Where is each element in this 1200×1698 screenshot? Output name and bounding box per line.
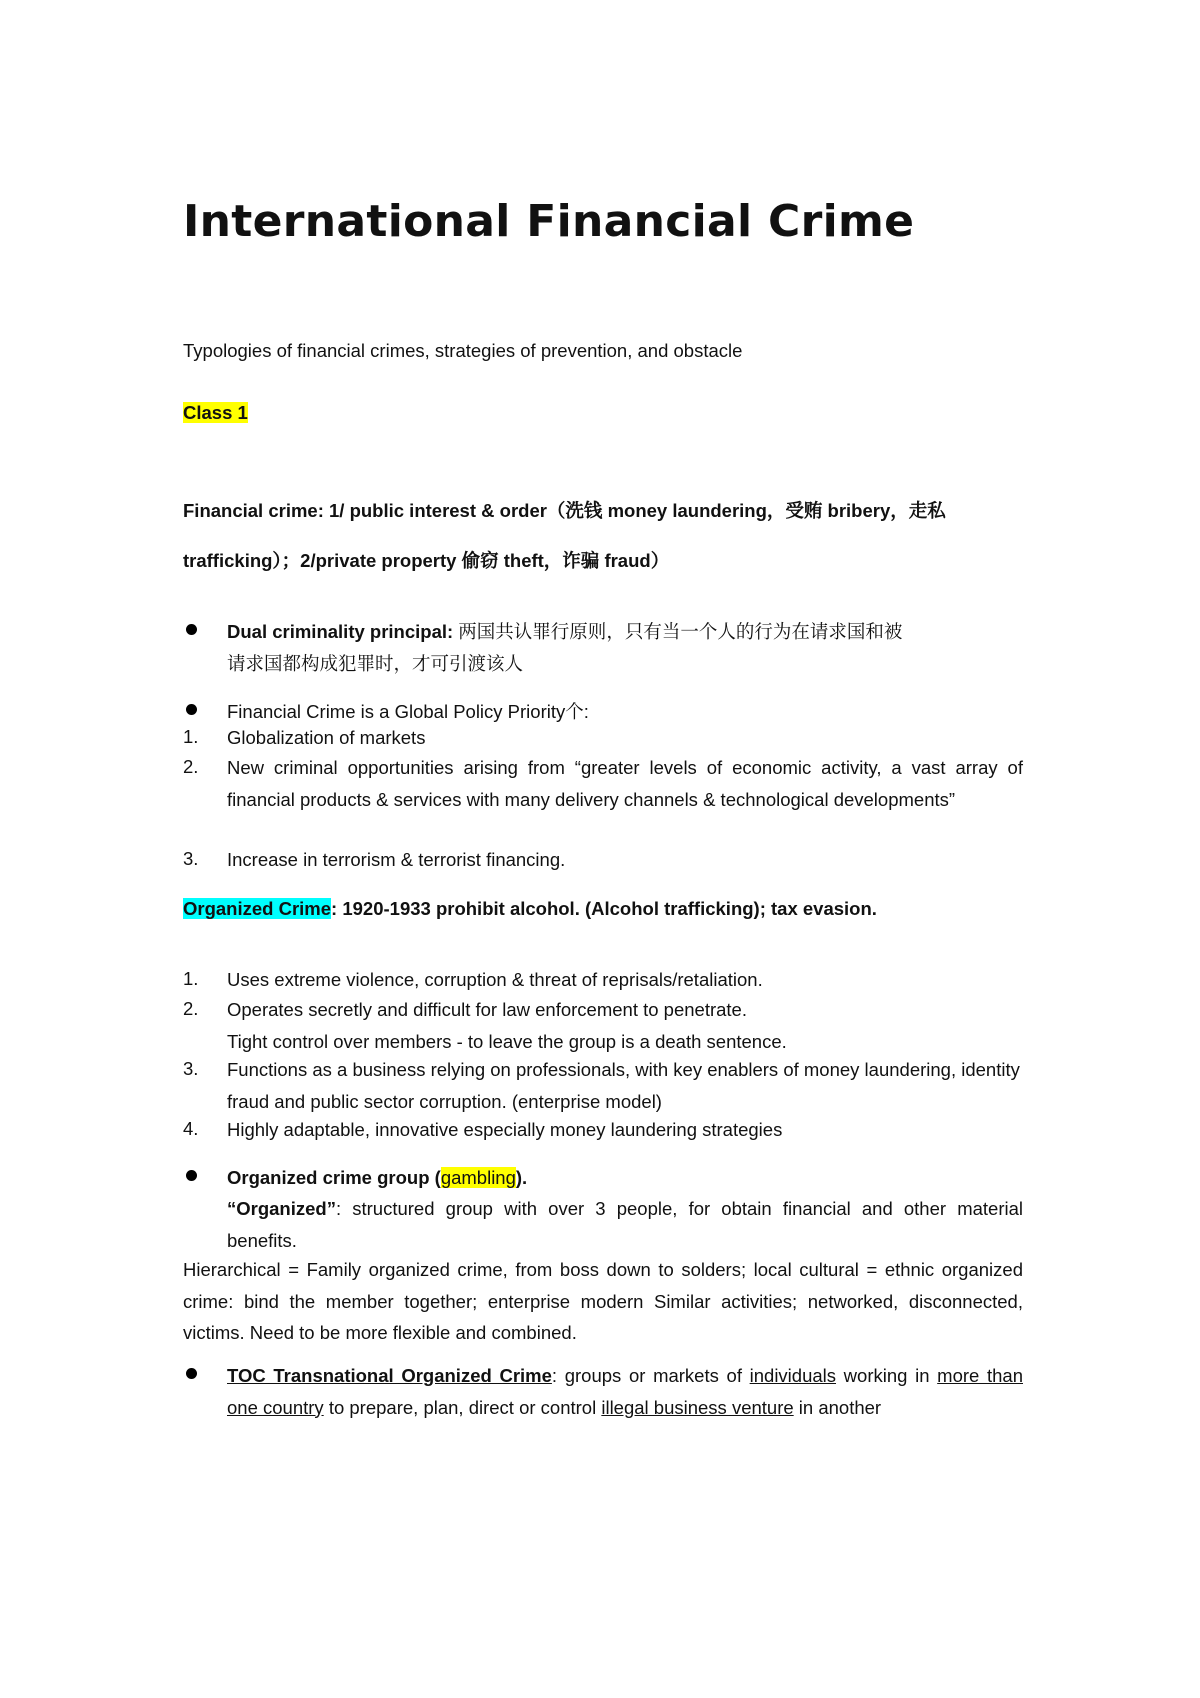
toc-label: TOC Transnational Organized Crime	[227, 1365, 552, 1386]
list-item: Functions as a business relying on professionals, with key enablers of money laundering, identity fraud and public sector corruption. (enterprise model)	[227, 1059, 1020, 1112]
gambling-highlight: gambling	[440, 1167, 516, 1188]
crime-group-item	[227, 1162, 1023, 1194]
bullet-icon	[186, 1170, 197, 1181]
list-item	[227, 994, 1023, 1057]
toc-underline: illegal business venture	[601, 1396, 794, 1418]
organized-definition	[227, 1193, 1023, 1256]
class-label-highlight: Class 1	[183, 402, 248, 423]
bullet-icon	[186, 624, 197, 635]
class-label	[183, 402, 248, 424]
dual-criminality-text-1: 两国共认罪行原则，只有当一个人的行为在请求国和被	[453, 621, 903, 642]
toc-text: : groups or markets of	[551, 1365, 750, 1386]
toc-text: to prepare, plan, direct or control	[323, 1396, 602, 1418]
crime-group-label-end: ).	[515, 1167, 528, 1188]
bullet-icon	[186, 1368, 197, 1379]
list-number: 3.	[183, 1058, 199, 1079]
list-item: Uses extreme violence, corruption & threat of reprisals/retaliation.	[227, 969, 763, 990]
list-item-line: Operates secretly and difficult for law enforcement to penetrate.	[227, 999, 747, 1020]
bullet-icon	[186, 704, 197, 715]
global-priority-heading: Financial Crime is a Global Policy Priority个:	[227, 701, 589, 722]
document-title: International Financial Crime	[183, 196, 915, 247]
list-item: Globalization of markets	[227, 727, 426, 748]
organized-definition-label: “Organized”	[227, 1198, 336, 1219]
dual-criminality-label: Dual criminality principal:	[227, 621, 454, 642]
toc-text: working in	[836, 1365, 938, 1386]
list-item: New criminal opportunities arising from “greater levels of economic activity, a vast array of financial products & services with many delivery channels & technological developments”	[227, 757, 1023, 810]
dual-criminality-item	[227, 616, 1023, 679]
list-item: Highly adaptable, innovative especially money laundering strategies	[227, 1119, 783, 1140]
organized-crime-rest: : 1920-1933 prohibit alcohol. (Alcohol trafficking); tax evasion.	[331, 898, 877, 919]
list-item-line: Tight control over members - to leave the group is a death sentence.	[227, 1030, 787, 1052]
organized-crime-label: Organized Crime	[183, 898, 332, 919]
list-number: 4.	[183, 1118, 199, 1139]
list-number: 3.	[183, 848, 199, 869]
subtitle: Typologies of financial crimes, strategies of prevention, and obstacle	[183, 340, 743, 361]
toc-underline: more than one country	[227, 1365, 1023, 1418]
financial-crime-line-2: trafficking）；2/private property 偷窃 theft，诈骗 fraud）	[183, 550, 670, 571]
organized-crime-heading	[183, 898, 877, 920]
list-item: Increase in terrorism & terrorist financing.	[227, 849, 566, 870]
hierarchical-paragraph: Hierarchical = Family organized crime, from boss down to solders; local cultural = ethnic organized crime: bind the member together; enterprise modern Similar activities; networked, disconnected, victims. Need to be more flexible and combined.	[183, 1259, 1023, 1343]
toc-underline: individuals	[749, 1365, 837, 1386]
crime-group-label: Organized crime group (	[227, 1167, 441, 1188]
financial-crime-line-1: Financial crime: 1/ public interest & order（洗钱 money laundering，受贿 bribery，走私	[183, 500, 946, 521]
toc-item	[227, 1360, 1023, 1423]
list-number: 2.	[183, 756, 199, 777]
dual-criminality-text-2: 请求国都构成犯罪时，才可引渡该人	[227, 652, 524, 674]
list-number: 1.	[183, 968, 199, 989]
list-number: 2.	[183, 998, 199, 1019]
organized-definition-text: : structured group with over 3 people, for obtain financial and other material benefits.	[227, 1198, 1023, 1251]
list-number: 1.	[183, 726, 199, 747]
toc-text: in another	[793, 1396, 882, 1418]
